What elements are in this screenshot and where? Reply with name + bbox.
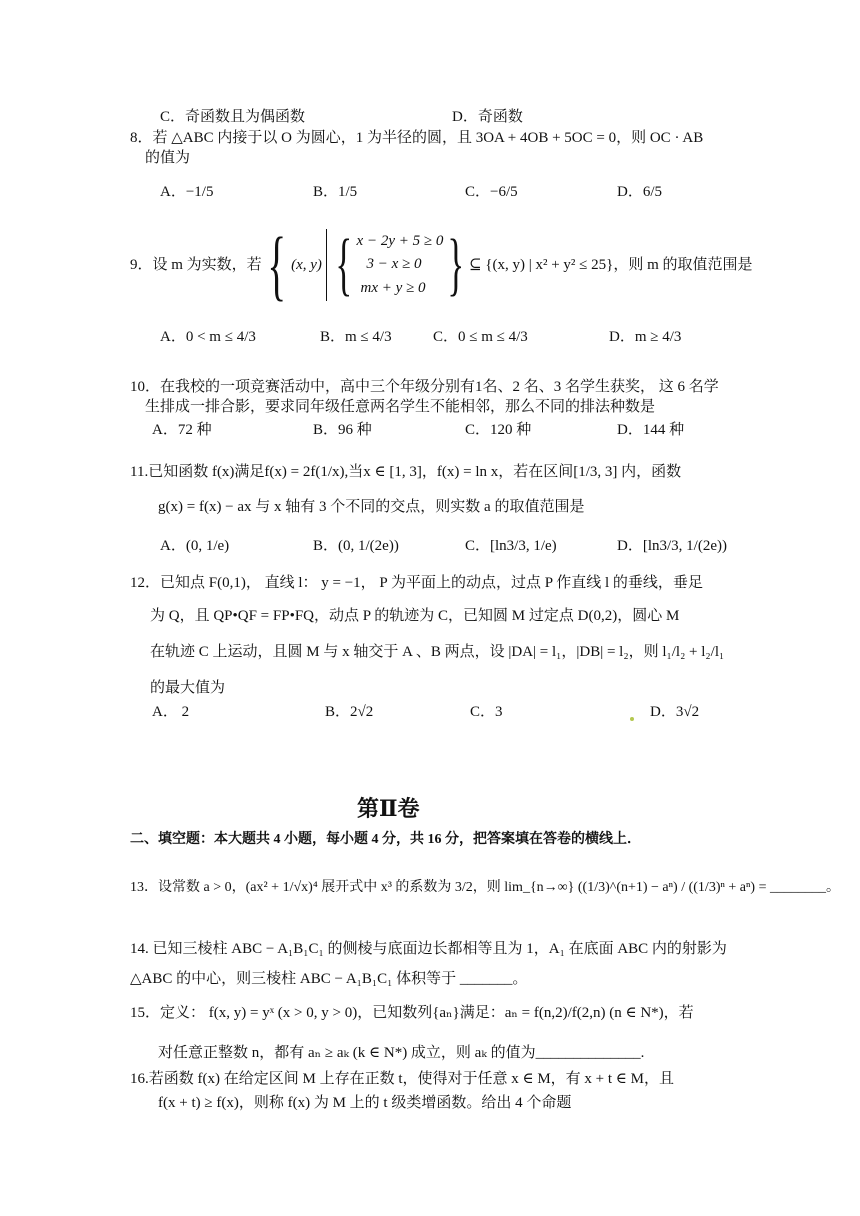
- q9-point: (x, y): [291, 257, 322, 273]
- q10-stem: 10．在我校的一项竞赛活动中，高中三个年级分别有1名、2 名、3 名学生获奖， 这 6 名学: [130, 379, 719, 395]
- speck-mark: [630, 717, 634, 721]
- q9-inequality-3: mx + y ≥ 0: [360, 279, 426, 296]
- q9-option-a: A．0 < m ≤ 4/3: [160, 329, 256, 345]
- q12-option-c: C．3: [470, 704, 503, 720]
- section-title: 第Ⅱ卷: [357, 796, 420, 821]
- q9-option-c: C．0 ≤ m ≤ 4/3: [433, 329, 528, 345]
- q12-stem-cont-1: 为 Q，且 QP•QF = FP•FQ，动点 P 的轨迹为 C，已知圆 M 过定点 D(0,2)，圆心 M: [150, 608, 680, 624]
- q11-option-a: A．(0, 1/e): [160, 538, 230, 554]
- q9-stem: [130, 221, 753, 308]
- q8-option-c: C．−6/5: [465, 184, 518, 200]
- q10-option-b: B．96 种: [313, 422, 372, 438]
- q15-stem: 15．定义： f(x, y) = yˣ (x > 0, y > 0)，已知数列{aₙ}满足：aₙ = f(n,2)/f(2,n) (n ∈ N*)，若: [130, 1005, 694, 1021]
- q9-option-b: B．m ≤ 4/3: [320, 329, 392, 345]
- q11-option-d: D．[ln3/3, 1/(2e)): [617, 538, 727, 554]
- q13-stem: 13．设常数 a > 0，(ax² + 1/√x)⁴ 展开式中 x³ 的系数为 3/2，则 lim_{n→∞} ((1/3)^(n+1) − aⁿ) / ((1/3)ⁿ + aⁿ) = ________。: [130, 880, 840, 895]
- q14-stem: 14. 已知三棱柱 ABC − A₁B₁C₁ 的侧棱与底面边长都相等且为 1，A₁ 在底面 ABC 内的射影为: [130, 941, 727, 957]
- system-brace: {: [335, 226, 353, 303]
- q8-option-a: A．−1/5: [160, 184, 214, 200]
- q16-stem: 16.若函数 f(x) 在给定区间 M 上存在正数 t，使得对于任意 x ∈ M，有 x + t ∈ M，且: [130, 1071, 675, 1087]
- q7-option-c: C．奇函数且为偶函数: [160, 109, 306, 125]
- q9-inequality-1: x − 2y + 5 ≥ 0: [356, 233, 444, 250]
- q11-option-c: C．[ln3/3, 1/e): [465, 538, 557, 554]
- q9-system: [357, 230, 444, 300]
- q9-prefix: 9．设 m 为实数，若: [130, 257, 262, 273]
- q12-option-b: B．2√2: [325, 704, 374, 720]
- q8-option-b: B．1/5: [313, 184, 358, 200]
- q10-option-d: D．144 种: [617, 422, 685, 438]
- left-brace: {: [267, 221, 286, 308]
- q9-option-d: D．m ≥ 4/3: [609, 329, 682, 345]
- q12-stem: 12．已知点 F(0,1)， 直线 l： y = −1， P 为平面上的动点，过点 P 作直线 l 的垂线，垂足: [130, 575, 703, 591]
- q14-stem-cont: △ABC 的中心，则三棱柱 ABC − A₁B₁C₁ 体积等于 _______。: [130, 971, 528, 987]
- q10-option-a: A．72 种: [152, 422, 212, 438]
- q8-option-d: D．6/5: [617, 184, 663, 200]
- q12-option-d: D．3√2: [650, 704, 700, 720]
- q11-option-b: B．(0, 1/(2e)): [313, 538, 399, 554]
- q11-stem-cont: g(x) = f(x) − ax 与 x 轴有 3 个不同的交点，则实数 a 的取值范围是: [158, 499, 585, 515]
- q16-stem-cont: f(x + t) ≥ f(x)，则称 f(x) 为 M 上的 t 级类增函数。给出 4 个命题: [158, 1095, 572, 1111]
- q12-option-a: A． 2: [152, 704, 190, 720]
- q11-stem: 11.已知函数 f(x)满足f(x) = 2f(1/x),当x ∈ [1, 3]，f(x) = ln x，若在区间[1/3, 3] 内，函数: [130, 464, 682, 480]
- q8-stem: 8．若 △ABC 内接于以 O 为圆心，1 为半径的圆，且 3OA + 4OB + 5OC = 0，则 OC · AB: [130, 130, 704, 146]
- right-brace: }: [447, 226, 465, 303]
- q12-stem-cont-2: 在轨迹 C 上运动，且圆 M 与 x 轴交于 A 、B 两点，设 |DA| = l₁，|DB| = l₂，则 l₁/l₂ + l₂/l₁: [150, 644, 725, 660]
- q12-stem-cont-3: 的最大值为: [150, 680, 226, 696]
- q10-stem-cont: 生排成一排合影，要求同年级任意两名学生不能相邻，那么不同的排法种数是: [145, 399, 656, 415]
- q9-suffix: ⊆ {(x, y) | x² + y² ≤ 25}，则 m 的取值范围是: [468, 257, 753, 273]
- fill-in-instructions: 二、填空题：本大题共 4 小题，每小题 4 分，共 16 分，把答案填在答卷的横线上．: [130, 832, 641, 847]
- q9-inequality-2: 3 − x ≥ 0: [366, 256, 422, 273]
- q8-stem-cont: 的值为: [145, 150, 191, 166]
- q15-stem-cont: 对任意正整数 n，都有 aₙ ≥ aₖ (k ∈ N*) 成立，则 aₖ 的值为______________.: [158, 1045, 645, 1061]
- q7-option-d: D．奇函数: [452, 109, 523, 125]
- set-bar: [326, 229, 327, 301]
- q10-option-c: C．120 种: [465, 422, 532, 438]
